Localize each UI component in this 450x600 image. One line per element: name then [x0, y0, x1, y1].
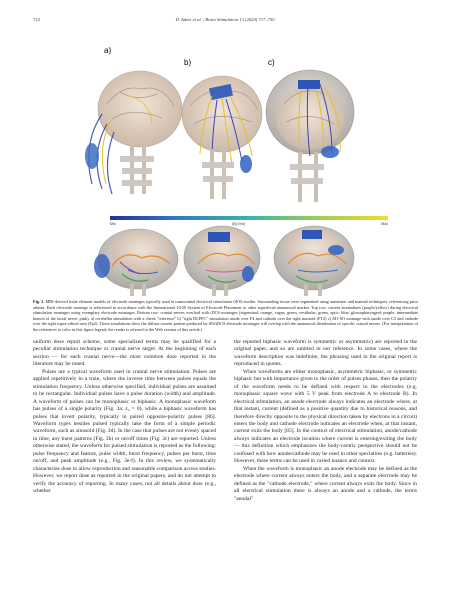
- head-model-c-bottom: [274, 226, 354, 296]
- caption-label: Fig. 1.: [33, 299, 45, 304]
- head-models-illustration: [62, 44, 388, 296]
- journal-citation: D. Adair et al. / Brain Stimulation 13 (2020) 717–750: [175, 17, 275, 22]
- panel-label-b: b): [184, 58, 192, 67]
- body-column-left: [33, 339, 216, 496]
- body-paragraph: the reported biphasic waveform is symmetric or asymmetric) are reported in the original paper, and so are omitted in our reference. In some cases, where the waveform description was indefinite, the phrasing used in the original report is reproduced in quotes.: [234, 339, 417, 368]
- caption-text: MRI-derived finite element models of electrode montages typically used in transcranial electrical stimulation (tES) studies. Surrounding tissue were segmented using automatic and manual techniques, referencing prior atlases. Each electrode montage is referenced in accordance with the International 10/20 System of Electrode Placement or other superficial anatomical marker. Top row: current streamlines (purple/yellow) during electrical stimulation montages using exemplary electrode montages. Bottom row: cranial nerves overlaid with tDCS montages (trigeminal: orange, vagus: green, vestibular, green, optic: blue, glossopharyngeal: purple, intermediate branch of the facial nerve: pink). a) cerebellar stimulation with a cheek "reference" b) "right DLPFC" stimulation anode over F4 and cathode over the right mastoid (FT2) c) M1-SO montage with anode over C3 and cathode over the right supra-orbital area (Fp2). These simulations show the diffuse current pattern produced by tES/tDCS electrode montages will overlap with the anatomical distribution of specific cranial nerves. (For interpretation of the references to color in this figure legend, the reader is referred to the Web version of this article.): [33, 299, 419, 332]
- colorbar: [110, 216, 388, 230]
- colorbar-gradient: [110, 216, 388, 220]
- colorbar-max-label: Max: [381, 222, 388, 226]
- running-header: [33, 17, 417, 27]
- colorbar-unit-label: |E|(V/m): [232, 222, 246, 226]
- body-paragraph: When the waveform is monophasic an anode electrode may be defined as the electrode where current always enters the body, and a separate electrode may be defined as the "cathode electrode," where current always exits the body. Since in all electrical stimulation there is always an anode and a cathode, the terms "anodal": [234, 465, 417, 502]
- body-column-right: [234, 339, 417, 503]
- head-model-c-top: [266, 70, 354, 202]
- panel-label-a: a): [104, 46, 112, 55]
- figure-caption: [33, 299, 418, 332]
- figure-1: [62, 44, 388, 296]
- body-paragraph: Pulses are a typical waveform used in cranial nerve stimulation. Pulses are applied repetitively in a train, where the inverse time between pulses equals the stimulation frequency. Unless otherwise specified, individual pulses are assumed to be rectangular. Individual pulses have a pulse duration (width) and amplitude. A waveform of pulses can be monophasic or biphasic. A monophasic waveform has pulses of a single polarity (Fig. 3a; z₂ = 0), while a biphasic waveform has pulses that invert polarity, typically in paired opposite-polarity pulses [86]. Waveform types besides pulsed typically take the form of a simple periodic waveform, such as sinusoid (Fig. 3d). In the case that pulses are not evenly spaced in time, any burst patterns (Fig. 3b) or on/off times (Fig. 3c) are reported. Unless otherwise stated, the waveform for pulsed stimulation is reported as the following: pulse frequency and feature, pulse width, burst frequency, pulses per burst, time on/off, and peak amplitude (e.g., Fig. 3e-f). In this review, we systematically characterize dose to allow reproduction and reasonable comparison across studies. However, we report dose as reported in the original papers, and do not attempt to verify the accuracy of reporting. In many cases, not all details about dose (e.g., whether: [33, 368, 217, 495]
- head-model-a-top: [85, 71, 182, 194]
- head-model-b-top: [182, 76, 262, 199]
- panel-label-c: c): [268, 58, 275, 67]
- body-paragraph: When waveforms are either monophasic, asymmetric biphasic, or symmetric biphasic but with importance given to the order of pulses phases, then the polarity of the waveform needs to be defined with respect to the electrodes (e.g. monophasic square wave with 5 V peak from electrode A to electrode B). In electrical stimulation, an anode electrode always indicates an electrode where, at that instant, current (defined as a positive quantity due to historical reasons, and therefore directly opposite to the physical direction taken by electrons in a circuit) enters the body and cathode electrode indicates an electrode when, at that instant, current exits the body [85]. In the context of electrical stimulation, anode/cathode always indicates an electrode location where current is entering/exiting the body — this definition which emphasizes the body-centric perspective should not be confused with how anode/cathode may be used in other specialties (e.g. batteries). However, these terms can be used in varied nuance and context.: [234, 368, 417, 465]
- head-model-b-bottom: [184, 226, 260, 296]
- head-model-a-bottom: [94, 229, 178, 296]
- colorbar-min-label: Min: [110, 222, 116, 226]
- page-number: 722: [33, 17, 40, 22]
- body-paragraph: uniform dose report scheme, some specialized terms may be qualified for a peculiar stimulation technique or cranial nerve target. At the beginning of each section — for each cranial nerve—the most common dose reported in the literature may be noted.: [33, 339, 216, 368]
